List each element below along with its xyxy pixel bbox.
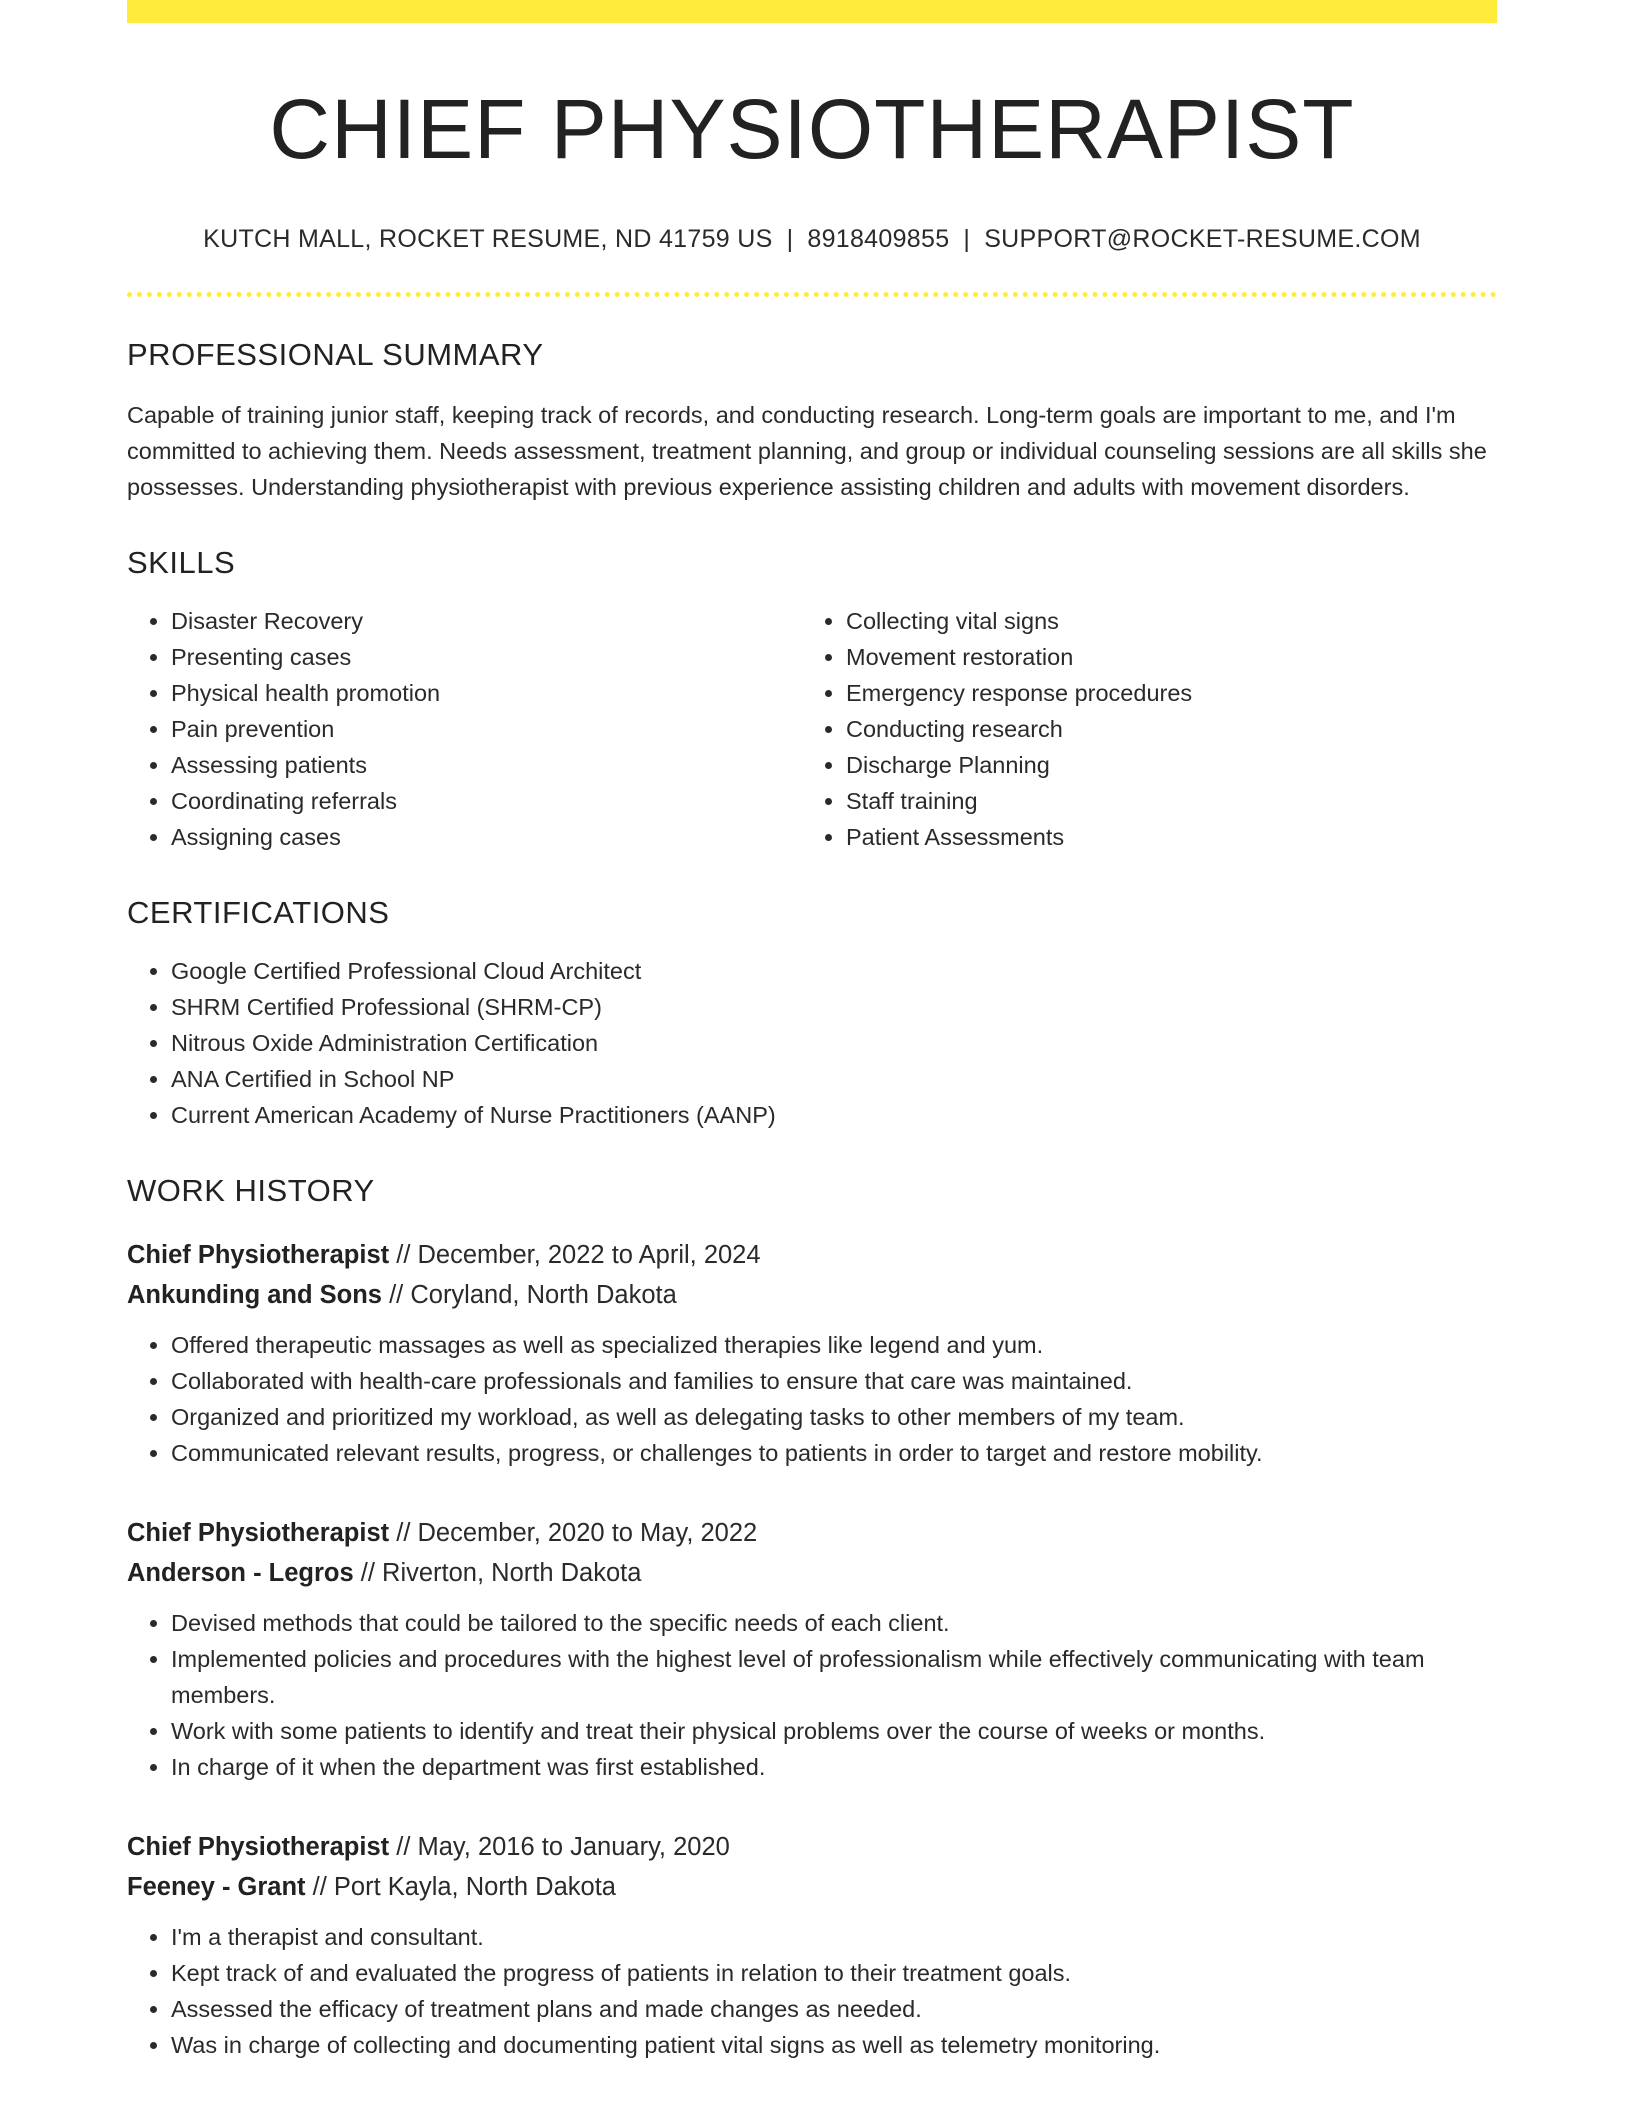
skill-item: • Emergency response procedures: [846, 675, 1477, 711]
summary-text: Capable of training junior staff, keeping track of records, and conducting research. Long-term goals are important to me, and I'm committed to achieving them. Needs assessment, treatment planning, and group or individual counseling sessions are all skills she possesses. Understanding physiotherapist with previous experience assisting children and adults with movement disorders.: [127, 402, 1487, 501]
certifications-list: [127, 953, 1497, 1133]
skills-columns: [127, 603, 1497, 855]
dotted-divider: [127, 292, 1497, 297]
skill-item: • Physical health promotion: [171, 675, 802, 711]
candidate-title: CHIEF PHYSIOTHERAPIST: [269, 82, 1355, 176]
job-company-line: [127, 1553, 1497, 1593]
skills-heading: SKILLS: [127, 545, 236, 581]
skills-list-left: [127, 603, 802, 855]
contact-separator: |: [786, 225, 794, 254]
skill-item: • Coordinating referrals: [171, 783, 802, 819]
job-role-line: [127, 1513, 1497, 1553]
work-history-heading: WORK HISTORY: [127, 1173, 375, 1209]
job-bullet: • Kept track of and evaluated the progress of patients in relation to their treatment goals.: [171, 1955, 1497, 1991]
job-company: Anderson - Legros: [127, 1559, 354, 1588]
skill-item: • Presenting cases: [171, 639, 802, 675]
job-dates: // December, 2020 to May, 2022: [396, 1519, 758, 1548]
job-bullets: [127, 1605, 1497, 1785]
job-role: Chief Physiotherapist: [127, 1833, 390, 1862]
job-entry: [127, 1827, 1497, 2063]
job-bullet: • Offered therapeutic massages as well as specialized therapies like legend and yum.: [171, 1327, 1497, 1363]
job-bullets: [127, 1919, 1497, 2063]
job-role-line: [127, 1827, 1497, 1867]
job-bullet: • Devised methods that could be tailored to the specific needs of each client.: [171, 1605, 1497, 1641]
contact-separator: |: [963, 225, 971, 254]
skill-item: • Collecting vital signs: [846, 603, 1477, 639]
job-entry: [127, 1513, 1497, 1785]
summary-heading: PROFESSIONAL SUMMARY: [127, 337, 544, 373]
job-entry: [127, 1235, 1497, 1471]
job-bullet: • In charge of it when the department was first established.: [171, 1749, 1497, 1785]
job-bullet: • Collaborated with health-care professionals and families to ensure that care was maintained.: [171, 1363, 1497, 1399]
contact-address: KUTCH MALL, ROCKET RESUME, ND 41759 US: [203, 225, 773, 254]
job-role: Chief Physiotherapist: [127, 1519, 390, 1548]
job-bullet: • Implemented policies and procedures with the highest level of professionalism while effectively communicating with team members.: [171, 1641, 1497, 1713]
job-bullet: • Organized and prioritized my workload, as well as delegating tasks to other members of my team.: [171, 1399, 1497, 1435]
skill-item: • Assessing patients: [171, 747, 802, 783]
certification-item: • SHRM Certified Professional (SHRM-CP): [171, 989, 1497, 1025]
job-bullet: • Assessed the efficacy of treatment plans and made changes as needed.: [171, 1991, 1497, 2027]
skill-item: • Staff training: [846, 783, 1477, 819]
certifications-heading: CERTIFICATIONS: [127, 895, 390, 931]
job-location: // Riverton, North Dakota: [360, 1559, 642, 1588]
certification-item: • Nitrous Oxide Administration Certification: [171, 1025, 1497, 1061]
job-company-line: [127, 1275, 1497, 1315]
job-company: Feeney - Grant: [127, 1873, 306, 1902]
job-company-line: [127, 1867, 1497, 1907]
skill-item: • Conducting research: [846, 711, 1477, 747]
job-role-line: [127, 1235, 1497, 1275]
skills-list-right: [802, 603, 1477, 855]
certification-item: • ANA Certified in School NP: [171, 1061, 1497, 1097]
skill-item: • Movement restoration: [846, 639, 1477, 675]
skill-item: • Disaster Recovery: [171, 603, 802, 639]
skill-item: • Discharge Planning: [846, 747, 1477, 783]
job-role: Chief Physiotherapist: [127, 1241, 390, 1270]
skill-item: • Assigning cases: [171, 819, 802, 855]
job-dates: // May, 2016 to January, 2020: [396, 1833, 730, 1862]
skill-item: • Pain prevention: [171, 711, 802, 747]
job-company: Ankunding and Sons: [127, 1281, 382, 1310]
job-bullet: • I'm a therapist and consultant.: [171, 1919, 1497, 1955]
job-bullet: • Work with some patients to identify and treat their physical problems over the course of weeks or months.: [171, 1713, 1497, 1749]
accent-bar: [127, 0, 1497, 23]
certification-item: • Current American Academy of Nurse Practitioners (AANP): [171, 1097, 1497, 1133]
job-location: // Coryland, North Dakota: [389, 1281, 677, 1310]
job-bullet: • Was in charge of collecting and documenting patient vital signs as well as telemetry monitoring.: [171, 2027, 1497, 2063]
job-bullet: • Communicated relevant results, progress, or challenges to patients in order to target and restore mobility.: [171, 1435, 1497, 1471]
job-location: // Port Kayla, North Dakota: [312, 1873, 616, 1902]
job-dates: // December, 2022 to April, 2024: [396, 1241, 761, 1270]
certification-item: • Google Certified Professional Cloud Architect: [171, 953, 1497, 989]
skill-item: • Patient Assessments: [846, 819, 1477, 855]
contact-line: [127, 225, 1497, 254]
contact-phone: 8918409855: [807, 225, 950, 254]
contact-email: SUPPORT@ROCKET-RESUME.COM: [984, 225, 1421, 254]
job-bullets: [127, 1327, 1497, 1471]
resume-page: [127, 0, 1497, 2063]
